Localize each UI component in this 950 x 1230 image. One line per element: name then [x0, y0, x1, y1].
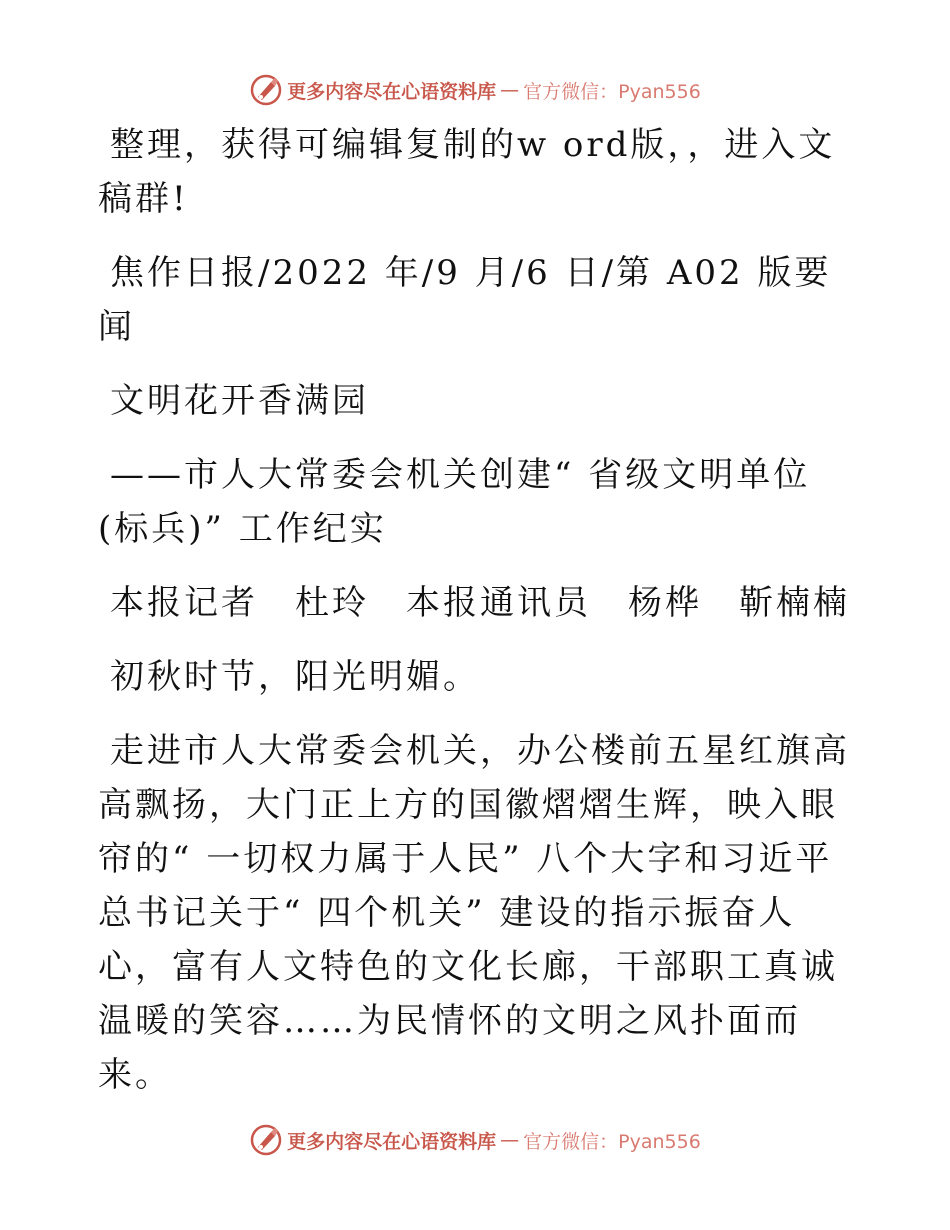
- body-paragraph: 初秋时节，阳光明媚。: [110, 657, 480, 697]
- article-subtitle: ——市人大常委会机关创建“ 省级文明单位(标兵)” 工作纪实: [98, 455, 811, 549]
- body-paragraph: 走进市人大常委会机关，办公楼前五星红旗高高飘扬，大门正上方的国徽熠熠生辉，映入眼帘的“ 一切权力属于人民” 八个大字和习近平总书记关于“ 四个机关” 建设的指示振奋人心，富有人文特色的文化长廊，干部职工真诚温暖的笑容……为民情怀的文明之风扑面而来。: [98, 731, 850, 1095]
- intro-paragraph: 整理，获得可编辑复制的w ord版，，进入文稿群!: [98, 125, 836, 219]
- watermark-separator: —: [500, 1129, 520, 1151]
- footer-watermark: [0, 1120, 950, 1160]
- library-logo-icon: [249, 1123, 283, 1157]
- watermark-separator: —: [500, 79, 520, 101]
- watermark-title: 更多内容尽在心语资料库: [287, 80, 497, 103]
- library-logo-icon: [249, 73, 283, 107]
- header-watermark: [0, 70, 950, 110]
- article-title: 文明花开香满园: [110, 381, 369, 421]
- document-body: [98, 118, 858, 1122]
- source-line: 焦作日报/2022 年/9 月/6 日/第 A02 版要闻: [98, 253, 832, 347]
- watermark-wechat: 官方微信：Pyan556: [523, 80, 701, 103]
- watermark-wechat: 官方微信：Pyan556: [523, 1130, 701, 1153]
- watermark-title: 更多内容尽在心语资料库: [287, 1130, 497, 1153]
- byline: 本报记者 杜玲 本报通讯员 杨桦 靳楠楠: [110, 583, 850, 623]
